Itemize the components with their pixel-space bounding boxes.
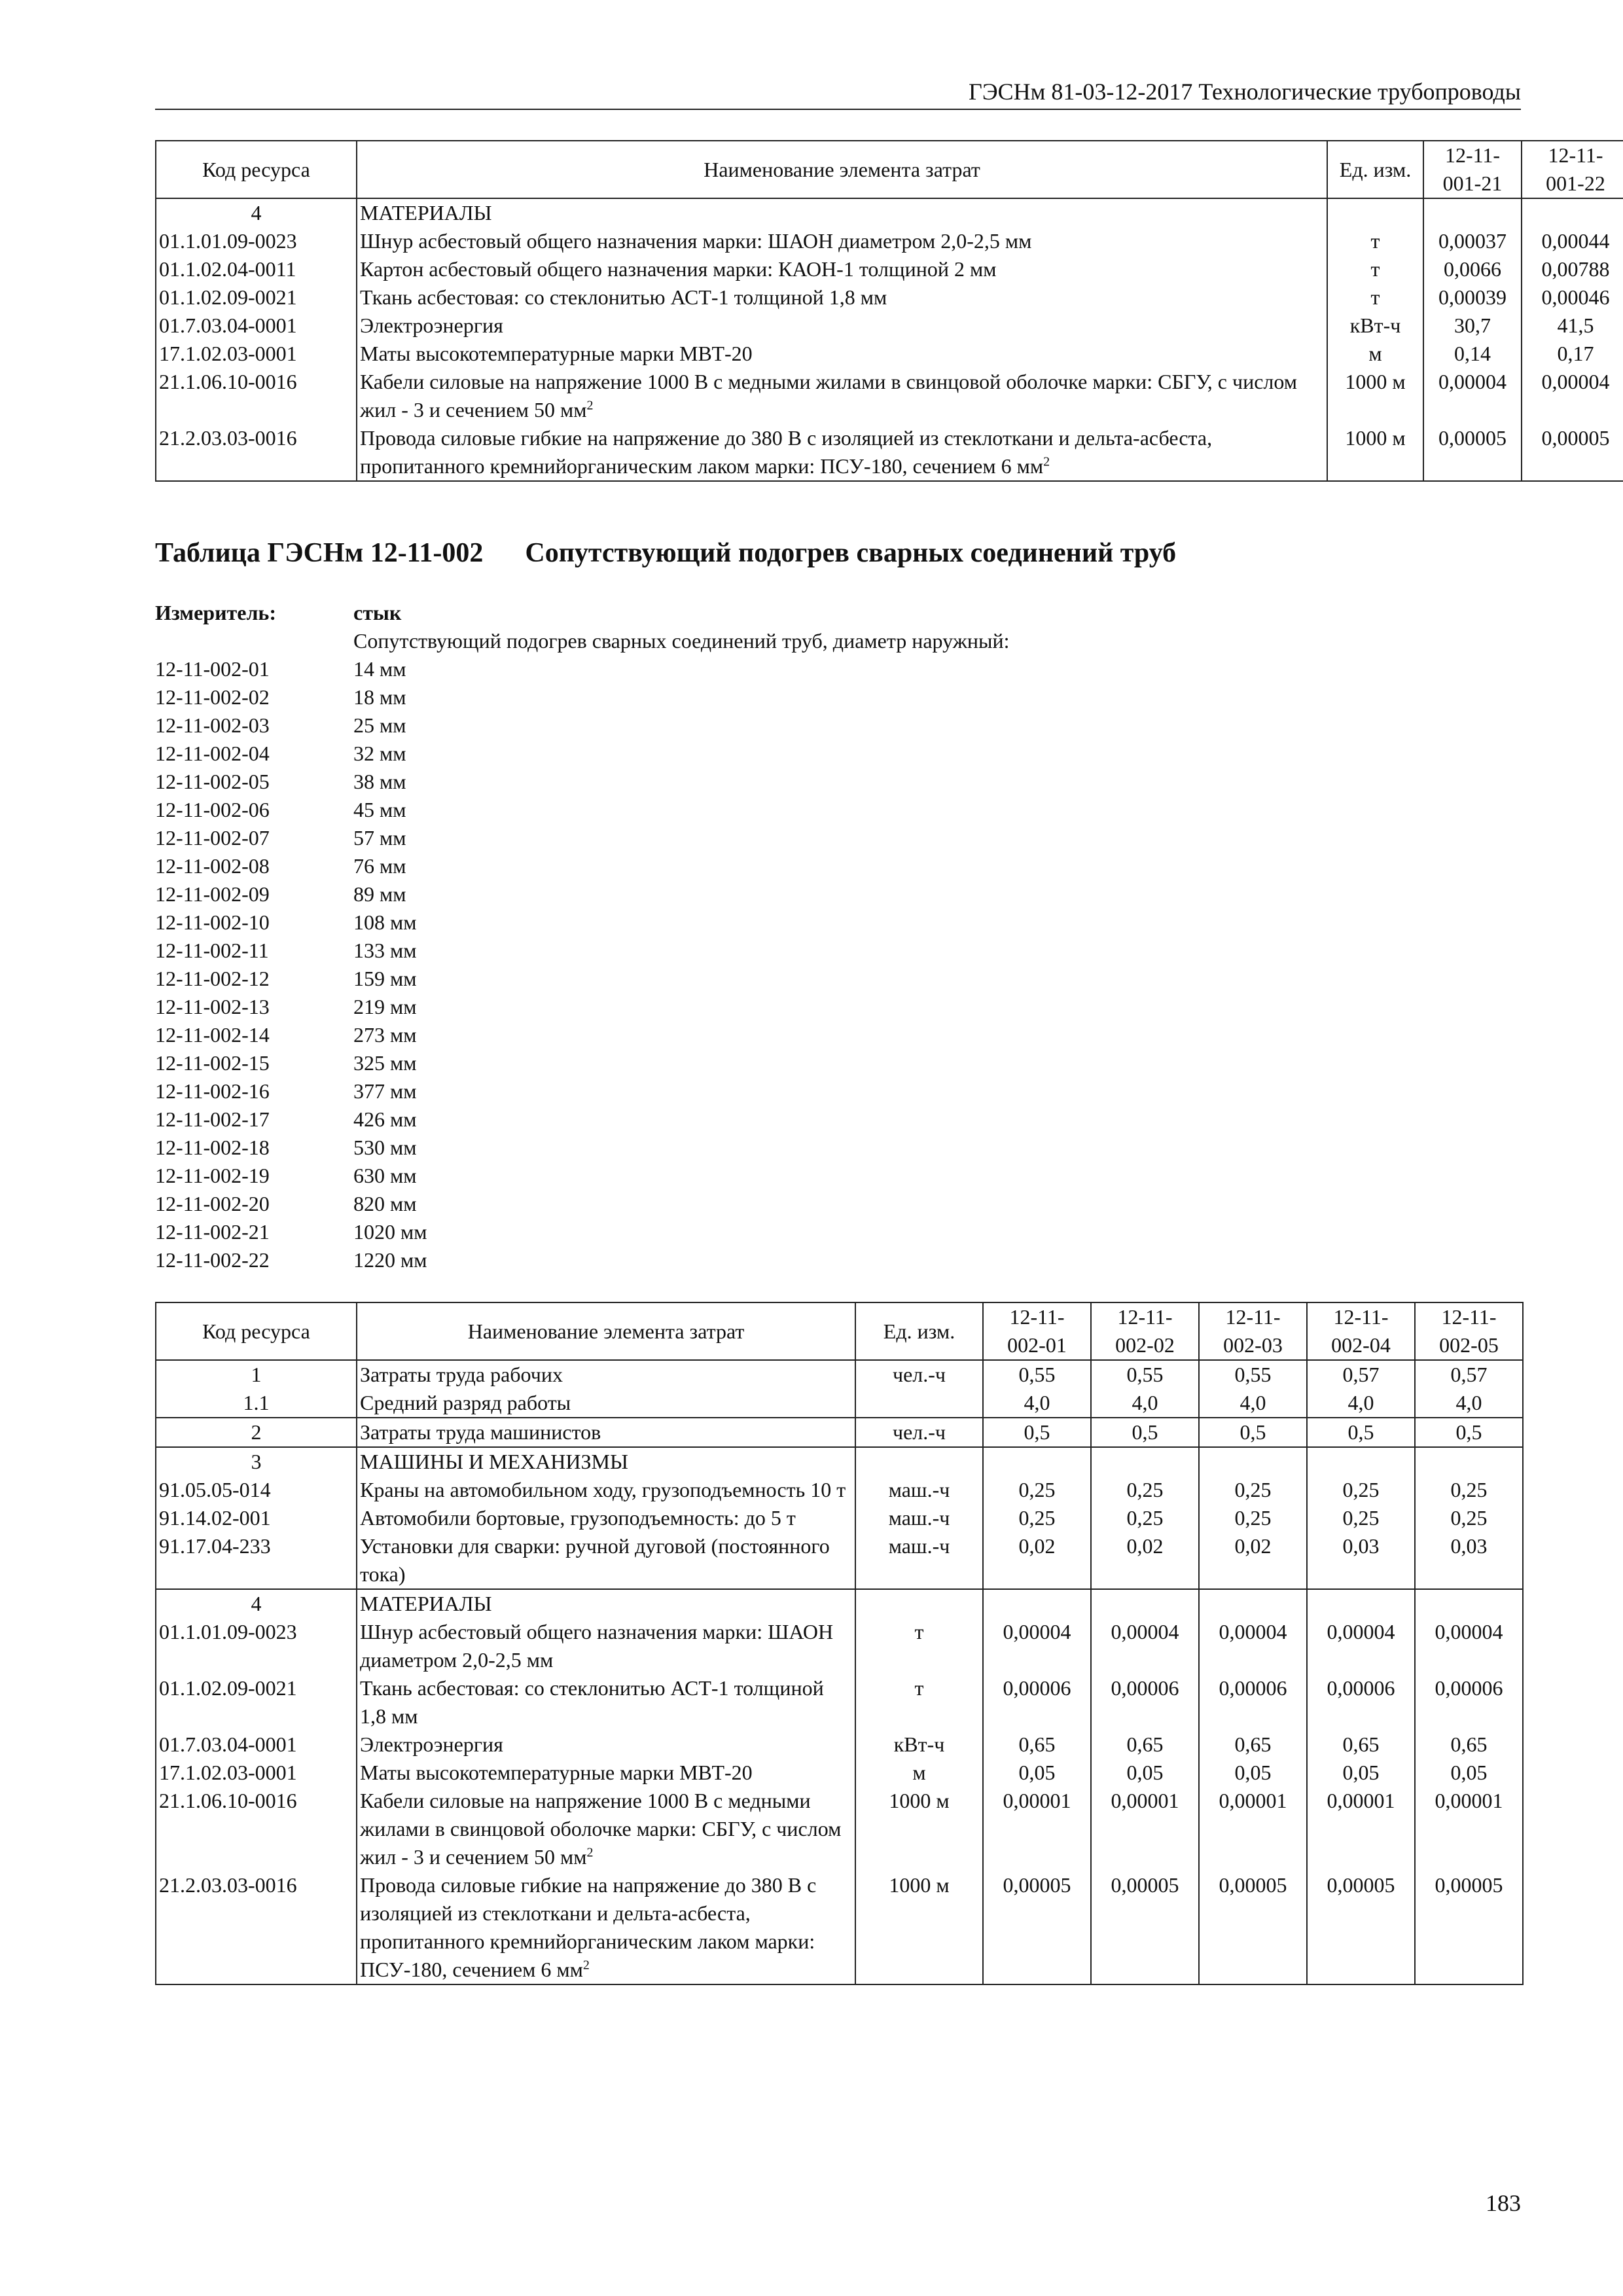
table-row <box>156 1871 1523 1984</box>
meter-item-code: 12-11-002-04 <box>155 742 270 765</box>
table-body <box>156 198 1623 481</box>
superscript: 2 <box>582 1958 590 1973</box>
cell-value: 0,00004 <box>1522 368 1623 424</box>
meter-item <box>155 1021 1009 1049</box>
resource-table-2 <box>155 1302 1524 1985</box>
cell-name <box>357 312 1327 340</box>
cell-name-text: Электроэнергия <box>360 1732 503 1756</box>
cell-name <box>357 1447 855 1476</box>
meter-item <box>155 1049 1009 1077</box>
cell-name <box>357 1759 855 1787</box>
cell-name <box>357 1476 855 1504</box>
cell-value <box>983 1447 1091 1476</box>
cell-value: 0,65 <box>1091 1731 1199 1759</box>
cell-code: 91.05.05-014 <box>156 1476 357 1504</box>
meter-item-value: 14 мм <box>353 657 406 681</box>
meter-unit: стык <box>353 601 402 624</box>
cell-value: 0,00006 <box>1091 1674 1199 1731</box>
meter-item <box>155 796 1009 824</box>
meter-item-value: 18 мм <box>353 685 406 709</box>
table-row <box>156 283 1623 312</box>
cell-value: 0,02 <box>1199 1532 1307 1589</box>
meter-item-value: 45 мм <box>353 798 406 821</box>
cell-name-text: Ткань асбестовая: со стеклонитью АСТ-1 толщиной 1,8 мм <box>360 285 887 309</box>
cell-name-text: Маты высокотемпературные марки МВТ-20 <box>360 342 753 365</box>
col-header-001-21: 12-11- 001-21 <box>1423 141 1522 198</box>
cell-code: 17.1.02.03-0001 <box>156 1759 357 1787</box>
meter-item-code: 12-11-002-06 <box>155 798 270 821</box>
cell-value: 4,0 <box>1199 1389 1307 1418</box>
cell-name-text: Ткань асбестовая: со стеклонитью АСТ-1 толщиной 1,8 мм <box>360 1676 824 1728</box>
cell-name-text: Шнур асбестовый общего назначения марки: ШАОН диаметром 2,0-2,5 мм <box>360 1620 834 1672</box>
cell-code: 01.7.03.04-0001 <box>156 1731 357 1759</box>
cell-value: 0,25 <box>1199 1476 1307 1504</box>
cell-code: 21.2.03.03-0016 <box>156 424 357 481</box>
meter-label: Измеритель: <box>155 601 276 624</box>
cell-name-text: Картон асбестовый общего назначения марки: КАОН-1 толщиной 2 мм <box>360 257 997 281</box>
meter-description-row <box>155 627 1009 655</box>
cell-code: 4 <box>156 198 357 227</box>
cell-value <box>1091 1589 1199 1618</box>
cell-unit: 1000 м <box>855 1787 983 1871</box>
meter-item-code: 12-11-002-21 <box>155 1220 270 1244</box>
meter-item <box>155 768 1009 796</box>
col-header-unit: Ед. изм. <box>1327 141 1423 198</box>
cell-value: 0,25 <box>1307 1476 1415 1504</box>
cell-value <box>1091 1447 1199 1476</box>
col-header-002-05: 12-11- 002-05 <box>1415 1302 1523 1360</box>
cell-name <box>357 1731 855 1759</box>
col-header-002-02: 12-11- 002-02 <box>1091 1302 1199 1360</box>
cell-value: 0,25 <box>1415 1476 1523 1504</box>
cell-name-text: Кабели силовые на напряжение 1000 В с медными жилами в свинцовой оболочке марки: СБГУ, с числом жил - 3 и сечением 50 мм <box>360 370 1297 422</box>
meter-item-code: 12-11-002-07 <box>155 826 270 850</box>
meter-item <box>155 937 1009 965</box>
meter-item <box>155 683 1009 711</box>
meter-item-code: 12-11-002-20 <box>155 1192 270 1215</box>
cell-value: 0,55 <box>983 1360 1091 1389</box>
table-row <box>156 198 1623 227</box>
superscript: 2 <box>1043 454 1050 469</box>
cell-unit <box>855 1389 983 1418</box>
table-row <box>156 255 1623 283</box>
cell-unit <box>855 1447 983 1476</box>
cell-name <box>357 227 1327 255</box>
cell-value: 0,00006 <box>1199 1674 1307 1731</box>
table-row <box>156 1504 1523 1532</box>
table-row <box>156 227 1623 255</box>
cell-name-text: Автомобили бортовые, грузоподъемность: до 5 т <box>360 1506 796 1530</box>
cell-value: 0,05 <box>1091 1759 1199 1787</box>
cell-value: 0,00001 <box>1307 1787 1415 1871</box>
meter-item-code: 12-11-002-17 <box>155 1107 270 1131</box>
cell-value: 0,03 <box>1307 1532 1415 1589</box>
cell-value: 0,02 <box>1091 1532 1199 1589</box>
cell-value: 0,00005 <box>1522 424 1623 481</box>
cell-value: 0,05 <box>1199 1759 1307 1787</box>
cell-value: 4,0 <box>1307 1389 1415 1418</box>
meter-item <box>155 1077 1009 1105</box>
meter-item <box>155 1190 1009 1218</box>
meter-item-code: 12-11-002-19 <box>155 1164 270 1187</box>
cell-value: 0,00044 <box>1522 227 1623 255</box>
cell-unit <box>1327 198 1423 227</box>
meter-item <box>155 711 1009 740</box>
meter-item-value: 38 мм <box>353 770 406 793</box>
cell-code: 1 <box>156 1360 357 1389</box>
cell-value: 0,00005 <box>1307 1871 1415 1984</box>
cell-value: 0,00005 <box>1199 1871 1307 1984</box>
meter-item-code: 12-11-002-16 <box>155 1079 270 1103</box>
cell-value: 0,03 <box>1415 1532 1523 1589</box>
table-row <box>156 1447 1523 1476</box>
cell-value: 0,55 <box>1091 1360 1199 1389</box>
cell-value: 0,65 <box>1199 1731 1307 1759</box>
meter-items <box>155 655 1009 1274</box>
meter-row <box>155 599 1009 627</box>
cell-name <box>357 1871 855 1984</box>
cell-value: 0,00005 <box>1423 424 1522 481</box>
meter-item-value: 630 мм <box>353 1164 417 1187</box>
cell-value: 0,00004 <box>1415 1618 1523 1674</box>
cell-code: 91.14.02-001 <box>156 1504 357 1532</box>
cell-value: 0,00004 <box>1091 1618 1199 1674</box>
cell-name-text: Провода силовые гибкие на напряжение до 380 В с изоляцией из стеклоткани и дельта-асбеста, пропитанного кремнийорганическим лаком марки: ПСУ-180, сечением 6 мм <box>360 426 1213 478</box>
cell-name <box>357 340 1327 368</box>
cell-name-text: Провода силовые гибкие на напряжение до 380 В с изоляцией из стеклоткани и дельта-асбеста, пропитанного кремнийорганическим лаком марки: ПСУ-180, сечением 6 мм <box>360 1873 817 1981</box>
cell-value: 0,17 <box>1522 340 1623 368</box>
document-title: ГЭСНм 81-03-12-2017 Технологические трубопроводы <box>969 79 1521 105</box>
table-row <box>156 312 1623 340</box>
meter-item <box>155 1162 1009 1190</box>
meter-item-code: 12-11-002-22 <box>155 1248 270 1272</box>
meter-item-code: 12-11-002-09 <box>155 882 270 906</box>
cell-unit: 1000 м <box>1327 424 1423 481</box>
meter-item-value: 325 мм <box>353 1051 417 1075</box>
meter-item-value: 219 мм <box>353 995 417 1018</box>
cell-name <box>357 1418 855 1447</box>
table-row <box>156 1360 1523 1389</box>
meter-item-code: 12-11-002-14 <box>155 1023 270 1047</box>
cell-value: 0,57 <box>1307 1360 1415 1389</box>
section-prefix: Таблица ГЭСНм 12-11-002 <box>155 538 484 568</box>
cell-code: 01.1.01.09-0023 <box>156 1618 357 1674</box>
table-row <box>156 1476 1523 1504</box>
meter-item-value: 133 мм <box>353 939 417 962</box>
meter-item-value: 1020 мм <box>353 1220 427 1244</box>
cell-unit: 1000 м <box>1327 368 1423 424</box>
table-row <box>156 1731 1523 1759</box>
superscript: 2 <box>586 1845 594 1860</box>
meter-item <box>155 1105 1009 1134</box>
cell-name-text: Шнур асбестовый общего назначения марки: ШАОН диаметром 2,0-2,5 мм <box>360 229 1032 253</box>
cell-name <box>357 1504 855 1532</box>
cell-code: 4 <box>156 1589 357 1618</box>
meter-item <box>155 1218 1009 1246</box>
meter-item-code: 12-11-002-01 <box>155 657 270 681</box>
cell-value <box>983 1589 1091 1618</box>
cell-code: 3 <box>156 1447 357 1476</box>
col-header-002-04: 12-11- 002-04 <box>1307 1302 1415 1360</box>
meter-item <box>155 880 1009 908</box>
cell-value: 4,0 <box>1091 1389 1199 1418</box>
meter-item-code: 12-11-002-15 <box>155 1051 270 1075</box>
meter-item-code: 12-11-002-11 <box>155 939 269 962</box>
col-header-code: Код ресурса <box>156 1302 357 1360</box>
cell-name <box>357 198 1327 227</box>
cell-value: 30,7 <box>1423 312 1522 340</box>
cell-value: 4,0 <box>1415 1389 1523 1418</box>
cell-code: 1.1 <box>156 1389 357 1418</box>
meter-item-value: 76 мм <box>353 854 406 878</box>
meter-item <box>155 824 1009 852</box>
cell-unit: м <box>855 1759 983 1787</box>
cell-value: 0,00005 <box>1415 1871 1523 1984</box>
col-header-001-22: 12-11- 001-22 <box>1522 141 1623 198</box>
cell-value: 0,5 <box>983 1418 1091 1447</box>
meter-item-code: 12-11-002-12 <box>155 967 270 990</box>
cell-code: 21.1.06.10-0016 <box>156 368 357 424</box>
meter-item-value: 273 мм <box>353 1023 417 1047</box>
section-title <box>155 535 1176 571</box>
meter-item-code: 12-11-002-13 <box>155 995 270 1018</box>
meter-item-value: 108 мм <box>353 910 417 934</box>
meter-item <box>155 1246 1009 1274</box>
cell-name-text: Маты высокотемпературные марки МВТ-20 <box>360 1761 753 1784</box>
cell-value: 0,0066 <box>1423 255 1522 283</box>
cell-value: 0,65 <box>983 1731 1091 1759</box>
meter-item <box>155 1134 1009 1162</box>
cell-value: 0,14 <box>1423 340 1522 368</box>
cell-code: 91.17.04-233 <box>156 1532 357 1589</box>
col-header-name: Наименование элемента затрат <box>357 141 1327 198</box>
cell-code: 21.2.03.03-0016 <box>156 1871 357 1984</box>
meter-item-code: 12-11-002-05 <box>155 770 270 793</box>
cell-name-text: Краны на автомобильном ходу, грузоподъемность 10 т <box>360 1478 846 1501</box>
meter-item-value: 1220 мм <box>353 1248 427 1272</box>
table-row <box>156 1389 1523 1418</box>
cell-unit: т <box>1327 255 1423 283</box>
cell-name-text: Электроэнергия <box>360 314 503 337</box>
cell-value: 0,55 <box>1199 1360 1307 1389</box>
meter-item-value: 377 мм <box>353 1079 417 1103</box>
resource-table-1 <box>155 140 1623 482</box>
cell-unit: кВт-ч <box>1327 312 1423 340</box>
cell-unit <box>855 1589 983 1618</box>
cell-code: 2 <box>156 1418 357 1447</box>
cell-value: 0,00006 <box>983 1674 1091 1731</box>
cell-value: 0,00006 <box>1307 1674 1415 1731</box>
running-header <box>155 76 1521 110</box>
meter-item-value: 530 мм <box>353 1136 417 1159</box>
cell-unit: 1000 м <box>855 1871 983 1984</box>
cell-name <box>357 1389 855 1418</box>
meter-item-value: 25 мм <box>353 713 406 737</box>
superscript: 2 <box>586 398 594 413</box>
cell-value: 4,0 <box>983 1389 1091 1418</box>
cell-name <box>357 424 1327 481</box>
cell-unit: т <box>855 1618 983 1674</box>
table-header-row <box>156 141 1623 198</box>
cell-name-text: Средний разряд работы <box>360 1391 571 1414</box>
cell-name <box>357 255 1327 283</box>
cell-value: 0,5 <box>1091 1418 1199 1447</box>
meter-item-code: 12-11-002-08 <box>155 854 270 878</box>
cell-name-text: Кабели силовые на напряжение 1000 В с медными жилами в свинцовой оболочке марки: СБГУ, с числом жил - 3 и сечением 50 мм <box>360 1789 842 1869</box>
cell-value <box>1199 1589 1307 1618</box>
meter-item-code: 12-11-002-18 <box>155 1136 270 1159</box>
cell-name-text: Затраты труда машинистов <box>360 1420 601 1444</box>
cell-value: 0,00037 <box>1423 227 1522 255</box>
cell-name <box>357 368 1327 424</box>
cell-value: 0,00004 <box>983 1618 1091 1674</box>
meter-item-value: 57 мм <box>353 826 406 850</box>
cell-value: 0,65 <box>1415 1731 1523 1759</box>
meter-item <box>155 655 1009 683</box>
table-row <box>156 1589 1523 1618</box>
cell-value: 0,05 <box>983 1759 1091 1787</box>
cell-value: 0,00039 <box>1423 283 1522 312</box>
cell-value: 0,00005 <box>1091 1871 1199 1984</box>
meter-item <box>155 740 1009 768</box>
col-header-002-03: 12-11- 002-03 <box>1199 1302 1307 1360</box>
cell-value: 0,25 <box>983 1504 1091 1532</box>
cell-name <box>357 1589 855 1618</box>
table-row <box>156 368 1623 424</box>
cell-value: 0,25 <box>983 1476 1091 1504</box>
cell-value: 0,25 <box>1199 1504 1307 1532</box>
section-name: Сопутствующий подогрев сварных соединений труб <box>525 538 1177 568</box>
meter-item-value: 89 мм <box>353 882 406 906</box>
cell-name-text: Затраты труда рабочих <box>360 1363 563 1386</box>
cell-value: 0,5 <box>1199 1418 1307 1447</box>
cell-value: 0,00004 <box>1423 368 1522 424</box>
cell-unit: маш.-ч <box>855 1476 983 1504</box>
cell-value: 0,00004 <box>1307 1618 1415 1674</box>
cell-value: 0,25 <box>1307 1504 1415 1532</box>
cell-value: 0,00001 <box>1415 1787 1523 1871</box>
cell-unit: маш.-ч <box>855 1532 983 1589</box>
cell-value <box>1423 198 1522 227</box>
cell-value: 0,00001 <box>1091 1787 1199 1871</box>
cell-name-text: Установки для сварки: ручной дуговой (постоянного тока) <box>360 1534 830 1586</box>
cell-value: 0,5 <box>1307 1418 1415 1447</box>
cell-value: 0,05 <box>1415 1759 1523 1787</box>
cell-unit: кВт-ч <box>855 1731 983 1759</box>
table-row <box>156 340 1623 368</box>
cell-value <box>1199 1447 1307 1476</box>
meter-item-value: 426 мм <box>353 1107 417 1131</box>
meter-block <box>155 599 1009 1274</box>
cell-code: 01.1.02.04-0011 <box>156 255 357 283</box>
cell-unit: чел.-ч <box>855 1360 983 1389</box>
cell-value: 41,5 <box>1522 312 1623 340</box>
table-row <box>156 424 1623 481</box>
meter-item <box>155 993 1009 1021</box>
cell-value: 0,00001 <box>983 1787 1091 1871</box>
cell-value: 0,57 <box>1415 1360 1523 1389</box>
cell-value <box>1415 1447 1523 1476</box>
cell-value: 0,5 <box>1415 1418 1523 1447</box>
cell-code: 01.1.02.09-0021 <box>156 1674 357 1731</box>
cell-value: 0,25 <box>1415 1504 1523 1532</box>
meter-item <box>155 965 1009 993</box>
cell-name-text: МАШИНЫ И МЕХАНИЗМЫ <box>360 1450 628 1473</box>
col-header-unit: Ед. изм. <box>855 1302 983 1360</box>
cell-value <box>1415 1589 1523 1618</box>
cell-unit: т <box>1327 283 1423 312</box>
cell-name <box>357 1532 855 1589</box>
cell-name-text: МАТЕРИАЛЫ <box>360 1592 492 1615</box>
cell-code: 17.1.02.03-0001 <box>156 340 357 368</box>
meter-item <box>155 908 1009 937</box>
cell-name <box>357 1674 855 1731</box>
cell-value: 0,25 <box>1091 1504 1199 1532</box>
meter-item-value: 820 мм <box>353 1192 417 1215</box>
meter-item-code: 12-11-002-10 <box>155 910 270 934</box>
table-row <box>156 1532 1523 1589</box>
cell-value <box>1307 1447 1415 1476</box>
table-row <box>156 1418 1523 1447</box>
meter-item <box>155 852 1009 880</box>
cell-value: 0,05 <box>1307 1759 1415 1787</box>
cell-unit: т <box>855 1674 983 1731</box>
cell-unit: маш.-ч <box>855 1504 983 1532</box>
table-header-row <box>156 1302 1523 1360</box>
meter-item-code: 12-11-002-03 <box>155 713 270 737</box>
table-row <box>156 1674 1523 1731</box>
cell-value: 0,02 <box>983 1532 1091 1589</box>
cell-value: 0,00001 <box>1199 1787 1307 1871</box>
col-header-002-01: 12-11- 002-01 <box>983 1302 1091 1360</box>
cell-unit: т <box>1327 227 1423 255</box>
cell-value: 0,00788 <box>1522 255 1623 283</box>
table-row <box>156 1759 1523 1787</box>
table-row <box>156 1787 1523 1871</box>
cell-value: 0,65 <box>1307 1731 1415 1759</box>
cell-unit: чел.-ч <box>855 1418 983 1447</box>
cell-value: 0,00005 <box>983 1871 1091 1984</box>
cell-value: 0,00004 <box>1199 1618 1307 1674</box>
cell-name <box>357 1787 855 1871</box>
table-body <box>156 1360 1523 1984</box>
cell-code: 01.7.03.04-0001 <box>156 312 357 340</box>
cell-code: 01.1.01.09-0023 <box>156 227 357 255</box>
cell-code: 01.1.02.09-0021 <box>156 283 357 312</box>
page-number: 183 <box>1486 2190 1521 2216</box>
meter-item-code: 12-11-002-02 <box>155 685 270 709</box>
col-header-name: Наименование элемента затрат <box>357 1302 855 1360</box>
cell-name <box>357 283 1327 312</box>
cell-unit: м <box>1327 340 1423 368</box>
col-header-code: Код ресурса <box>156 141 357 198</box>
cell-name <box>357 1618 855 1674</box>
cell-value <box>1522 198 1623 227</box>
meter-description: Сопутствующий подогрев сварных соединений труб, диаметр наружный: <box>353 629 1010 653</box>
cell-value: 0,00006 <box>1415 1674 1523 1731</box>
meter-item-value: 159 мм <box>353 967 417 990</box>
meter-item-value: 32 мм <box>353 742 406 765</box>
cell-code: 21.1.06.10-0016 <box>156 1787 357 1871</box>
table-row <box>156 1618 1523 1674</box>
cell-value: 0,00046 <box>1522 283 1623 312</box>
cell-value <box>1307 1589 1415 1618</box>
cell-name <box>357 1360 855 1389</box>
cell-value: 0,25 <box>1091 1476 1199 1504</box>
cell-name-text: МАТЕРИАЛЫ <box>360 201 492 224</box>
